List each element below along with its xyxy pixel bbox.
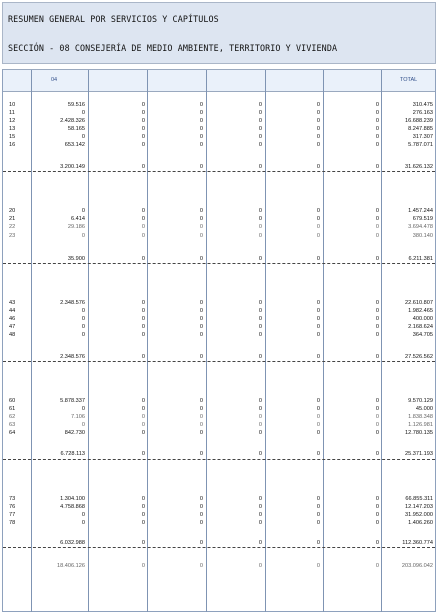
value-cell: 6.728.113 xyxy=(60,451,85,457)
value-cell: 0 xyxy=(199,126,203,132)
value-cell: 18.406.126 xyxy=(57,563,85,569)
value-cell: 0 xyxy=(81,512,85,518)
value-cell: 0 xyxy=(316,134,320,140)
value-cell: 0 xyxy=(316,300,320,306)
value-cell: 0 xyxy=(258,142,262,148)
value-cell: 0 xyxy=(81,110,85,116)
value-cell: 0 xyxy=(199,354,203,360)
value-cell: 0 xyxy=(316,233,320,239)
total-cell: 380.140 xyxy=(412,233,433,239)
value-cell: 0 xyxy=(141,414,145,420)
table-header xyxy=(3,70,435,92)
column-divider xyxy=(88,70,89,612)
value-cell: 0 xyxy=(199,308,203,314)
value-cell: 0 xyxy=(375,414,379,420)
value-cell: 0 xyxy=(258,332,262,338)
value-cell: 0 xyxy=(316,316,320,322)
value-cell: 0 xyxy=(199,110,203,116)
total-cell: 310.475 xyxy=(412,102,433,108)
value-cell: 0 xyxy=(258,354,262,360)
value-cell: 0 xyxy=(375,142,379,148)
value-cell: 0 xyxy=(316,308,320,314)
value-cell: 0 xyxy=(199,398,203,404)
row-code: 15 xyxy=(9,134,16,140)
value-cell: 0 xyxy=(141,164,145,170)
value-cell: 0 xyxy=(258,398,262,404)
value-cell: 0 xyxy=(375,504,379,510)
value-cell: 0 xyxy=(316,208,320,214)
row-code: 73 xyxy=(9,496,16,502)
row-code: 44 xyxy=(9,308,16,314)
value-cell: 4.758.868 xyxy=(60,504,85,510)
table-row xyxy=(3,232,435,241)
value-cell: 0 xyxy=(316,324,320,330)
value-cell: 29.186 xyxy=(67,224,85,230)
subtotal-separator xyxy=(3,171,435,172)
total-cell: 5.787.071 xyxy=(408,142,433,148)
value-cell: 0 xyxy=(141,512,145,518)
value-cell: 0 xyxy=(141,398,145,404)
table-row xyxy=(3,331,435,340)
total-cell: 12.147.203 xyxy=(405,504,433,510)
row-code: 11 xyxy=(9,110,15,116)
value-cell: 0 xyxy=(258,512,262,518)
value-cell: 0 xyxy=(316,126,320,132)
value-cell: 0 xyxy=(258,110,262,116)
row-code: 60 xyxy=(9,398,16,404)
value-cell: 0 xyxy=(375,496,379,502)
value-cell: 2.428.326 xyxy=(60,118,85,124)
row-code: 16 xyxy=(9,142,16,148)
total-cell: 3.694.478 xyxy=(408,224,433,230)
table-row xyxy=(3,450,435,459)
row-code: 21 xyxy=(9,216,16,222)
subtotal-separator xyxy=(3,361,435,362)
value-cell: 0 xyxy=(258,224,262,230)
value-cell: 0 xyxy=(199,300,203,306)
value-cell: 0 xyxy=(316,406,320,412)
value-cell: 0 xyxy=(81,406,85,412)
value-cell: 0 xyxy=(316,398,320,404)
value-cell: 2.348.576 xyxy=(60,354,85,360)
total-cell: 16.688.239 xyxy=(405,118,433,124)
value-cell: 0 xyxy=(258,324,262,330)
value-cell: 0 xyxy=(258,164,262,170)
value-cell: 653.142 xyxy=(64,142,85,148)
total-cell: 679.519 xyxy=(412,216,433,222)
value-cell: 0 xyxy=(141,451,145,457)
row-code: 43 xyxy=(9,300,16,306)
value-cell: 0 xyxy=(375,300,379,306)
value-cell: 0 xyxy=(81,308,85,314)
value-cell: 0 xyxy=(316,422,320,428)
value-cell: 0 xyxy=(141,324,145,330)
table-row xyxy=(3,562,435,571)
value-cell: 0 xyxy=(375,406,379,412)
value-cell: 0 xyxy=(316,164,320,170)
value-cell: 0 xyxy=(375,430,379,436)
value-cell: 0 xyxy=(141,406,145,412)
value-cell: 0 xyxy=(375,126,379,132)
value-cell: 0 xyxy=(375,563,379,569)
total-cell: 31.626.132 xyxy=(405,164,433,170)
row-code: 12 xyxy=(9,118,16,124)
total-cell: 112.360.774 xyxy=(402,540,433,546)
total-cell: 8.247.885 xyxy=(408,126,433,132)
value-cell: 7.106 xyxy=(71,414,85,420)
row-code: 63 xyxy=(9,422,16,428)
value-cell: 0 xyxy=(316,256,320,262)
column-divider xyxy=(323,70,324,612)
column-divider xyxy=(265,70,266,612)
value-cell: 0 xyxy=(81,332,85,338)
value-cell: 0 xyxy=(258,540,262,546)
value-cell: 0 xyxy=(375,520,379,526)
value-cell: 0 xyxy=(199,164,203,170)
value-cell: 0 xyxy=(141,126,145,132)
subtotal-separator xyxy=(3,459,435,460)
row-code: 47 xyxy=(9,324,16,330)
value-cell: 0 xyxy=(375,354,379,360)
value-cell: 0 xyxy=(141,224,145,230)
value-cell: 0 xyxy=(258,430,262,436)
total-cell: 27.526.562 xyxy=(405,354,433,360)
value-cell: 0 xyxy=(199,256,203,262)
value-cell: 0 xyxy=(199,504,203,510)
value-cell: 0 xyxy=(81,208,85,214)
total-cell: 400.000 xyxy=(412,316,433,322)
value-cell: 0 xyxy=(375,308,379,314)
value-cell: 0 xyxy=(141,496,145,502)
row-code: 22 xyxy=(9,224,16,230)
total-cell: 6.211.381 xyxy=(408,256,433,262)
value-cell: 35.900 xyxy=(67,256,85,262)
total-cell: 31.952.000 xyxy=(405,512,433,518)
total-cell: 276.163 xyxy=(412,110,433,116)
value-cell: 0 xyxy=(258,563,262,569)
report-title: RESUMEN GENERAL POR SERVICIOS Y CAPÍTULOS xyxy=(8,14,219,24)
value-cell: 0 xyxy=(81,316,85,322)
value-cell: 0 xyxy=(199,406,203,412)
value-cell: 6.032.988 xyxy=(60,540,85,546)
value-cell: 0 xyxy=(199,208,203,214)
value-cell: 0 xyxy=(375,208,379,214)
value-cell: 0 xyxy=(375,332,379,338)
table-row xyxy=(3,141,435,150)
value-cell: 0 xyxy=(316,216,320,222)
value-cell: 0 xyxy=(141,504,145,510)
row-code: 62 xyxy=(9,414,16,420)
value-cell: 0 xyxy=(316,332,320,338)
value-cell: 0 xyxy=(141,216,145,222)
column-divider xyxy=(31,70,32,612)
value-cell: 0 xyxy=(258,414,262,420)
summary-table xyxy=(2,69,436,612)
row-code: 48 xyxy=(9,332,16,338)
value-cell: 0 xyxy=(316,496,320,502)
value-cell: 0 xyxy=(375,324,379,330)
value-cell: 0 xyxy=(258,118,262,124)
value-cell: 0 xyxy=(199,224,203,230)
value-cell: 0 xyxy=(141,430,145,436)
report-header xyxy=(2,2,436,64)
value-cell: 5.878.337 xyxy=(60,398,85,404)
value-cell: 0 xyxy=(316,414,320,420)
table-row xyxy=(3,429,435,438)
row-code: 46 xyxy=(9,316,16,322)
value-cell: 0 xyxy=(375,110,379,116)
value-cell: 0 xyxy=(258,300,262,306)
value-cell: 0 xyxy=(141,256,145,262)
value-cell: 0 xyxy=(199,142,203,148)
value-cell: 3.200.149 xyxy=(60,164,85,170)
value-cell: 0 xyxy=(199,216,203,222)
value-cell: 0 xyxy=(316,224,320,230)
value-cell: 0 xyxy=(375,216,379,222)
value-cell: 0 xyxy=(375,118,379,124)
row-code: 10 xyxy=(9,102,16,108)
value-cell: 0 xyxy=(141,354,145,360)
value-cell: 0 xyxy=(316,110,320,116)
value-cell: 0 xyxy=(316,512,320,518)
total-cell: 317.307 xyxy=(412,134,433,140)
row-code: 20 xyxy=(9,208,16,214)
subtotal-separator xyxy=(3,263,435,264)
value-cell: 0 xyxy=(258,496,262,502)
total-cell: 22.610.807 xyxy=(405,300,433,306)
value-cell: 0 xyxy=(141,563,145,569)
value-cell: 0 xyxy=(199,134,203,140)
value-cell: 0 xyxy=(316,563,320,569)
value-cell: 0 xyxy=(199,414,203,420)
row-code: 64 xyxy=(9,430,16,436)
value-cell: 0 xyxy=(81,233,85,239)
value-cell: 0 xyxy=(375,224,379,230)
value-cell: 59.516 xyxy=(67,102,85,108)
value-cell: 0 xyxy=(141,102,145,108)
value-cell: 0 xyxy=(375,134,379,140)
section-title: SECCIÓN - 08 CONSEJERÍA DE MEDIO AMBIENTE, TERRITORIO Y VIVIENDA xyxy=(8,43,338,53)
value-cell: 0 xyxy=(141,142,145,148)
value-cell: 0 xyxy=(375,422,379,428)
value-cell: 0 xyxy=(199,233,203,239)
value-cell: 0 xyxy=(316,142,320,148)
value-cell: 0 xyxy=(375,233,379,239)
value-cell: 0 xyxy=(141,540,145,546)
value-cell: 0 xyxy=(258,102,262,108)
value-cell: 0 xyxy=(258,504,262,510)
total-cell: 203.096.042 xyxy=(401,563,433,569)
value-cell: 0 xyxy=(316,430,320,436)
value-cell: 0 xyxy=(199,496,203,502)
column-divider xyxy=(206,70,207,612)
value-cell: 0 xyxy=(199,422,203,428)
column-divider xyxy=(381,70,382,612)
row-code: 78 xyxy=(9,520,16,526)
value-cell: 0 xyxy=(258,422,262,428)
value-cell: 1.304.100 xyxy=(60,496,85,502)
value-cell: 0 xyxy=(199,540,203,546)
value-cell: 0 xyxy=(375,451,379,457)
value-cell: 0 xyxy=(141,110,145,116)
value-cell: 0 xyxy=(258,316,262,322)
total-cell: 45.000 xyxy=(415,406,433,412)
value-cell: 0 xyxy=(199,316,203,322)
total-cell: 1.982.465 xyxy=(408,308,433,314)
value-cell: 0 xyxy=(316,520,320,526)
value-cell: 0 xyxy=(258,406,262,412)
value-cell: 0 xyxy=(141,332,145,338)
value-cell: 0 xyxy=(375,164,379,170)
value-cell: 0 xyxy=(81,520,85,526)
value-cell: 0 xyxy=(258,520,262,526)
total-cell: 2.168.624 xyxy=(408,324,433,330)
column-header-total: TOTAL xyxy=(400,77,418,83)
value-cell: 0 xyxy=(316,354,320,360)
total-cell: 1.406.260 xyxy=(408,520,433,526)
value-cell: 0 xyxy=(141,520,145,526)
value-cell: 0 xyxy=(81,134,85,140)
value-cell: 0 xyxy=(81,324,85,330)
table-row xyxy=(3,223,435,232)
total-cell: 1.457.244 xyxy=(408,208,433,214)
value-cell: 0 xyxy=(375,256,379,262)
value-cell: 0 xyxy=(375,398,379,404)
value-cell: 0 xyxy=(375,512,379,518)
value-cell: 0 xyxy=(199,102,203,108)
row-code: 61 xyxy=(9,406,16,412)
total-cell: 9.570.129 xyxy=(408,398,433,404)
value-cell: 0 xyxy=(316,118,320,124)
value-cell: 2.348.576 xyxy=(60,300,85,306)
value-cell: 58.165 xyxy=(67,126,85,132)
total-cell: 12.780.135 xyxy=(405,430,433,436)
total-cell: 1.126.981 xyxy=(408,422,433,428)
value-cell: 0 xyxy=(258,216,262,222)
value-cell: 0 xyxy=(375,102,379,108)
value-cell: 0 xyxy=(199,451,203,457)
value-cell: 0 xyxy=(141,300,145,306)
total-cell: 364.705 xyxy=(412,332,433,338)
value-cell: 0 xyxy=(316,504,320,510)
value-cell: 0 xyxy=(258,134,262,140)
value-cell: 0 xyxy=(141,118,145,124)
row-code: 23 xyxy=(9,233,16,239)
row-code: 13 xyxy=(9,126,16,132)
value-cell: 0 xyxy=(258,451,262,457)
value-cell: 0 xyxy=(258,233,262,239)
column-divider xyxy=(147,70,148,612)
total-cell: 25.371.193 xyxy=(405,451,433,457)
value-cell: 0 xyxy=(375,316,379,322)
value-cell: 0 xyxy=(199,512,203,518)
value-cell: 0 xyxy=(141,308,145,314)
value-cell: 0 xyxy=(199,563,203,569)
total-cell: 1.838.348 xyxy=(408,414,433,420)
value-cell: 0 xyxy=(316,102,320,108)
value-cell: 0 xyxy=(258,126,262,132)
value-cell: 0 xyxy=(316,451,320,457)
value-cell: 0 xyxy=(81,422,85,428)
value-cell: 0 xyxy=(141,208,145,214)
value-cell: 0 xyxy=(316,540,320,546)
value-cell: 0 xyxy=(141,134,145,140)
value-cell: 6.414 xyxy=(71,216,85,222)
value-cell: 0 xyxy=(258,208,262,214)
value-cell: 0 xyxy=(141,316,145,322)
value-cell: 0 xyxy=(258,256,262,262)
value-cell: 0 xyxy=(258,308,262,314)
value-cell: 0 xyxy=(199,332,203,338)
column-header-04: 04 xyxy=(51,77,58,83)
value-cell: 0 xyxy=(141,233,145,239)
row-code: 77 xyxy=(9,512,16,518)
subtotal-separator xyxy=(3,547,435,548)
total-cell: 66.855.311 xyxy=(405,496,433,502)
value-cell: 0 xyxy=(141,422,145,428)
table-row xyxy=(3,519,435,528)
value-cell: 0 xyxy=(375,540,379,546)
value-cell: 0 xyxy=(199,324,203,330)
value-cell: 0 xyxy=(199,520,203,526)
value-cell: 0 xyxy=(199,430,203,436)
value-cell: 0 xyxy=(199,118,203,124)
value-cell: 842.730 xyxy=(64,430,85,436)
row-code: 76 xyxy=(9,504,16,510)
